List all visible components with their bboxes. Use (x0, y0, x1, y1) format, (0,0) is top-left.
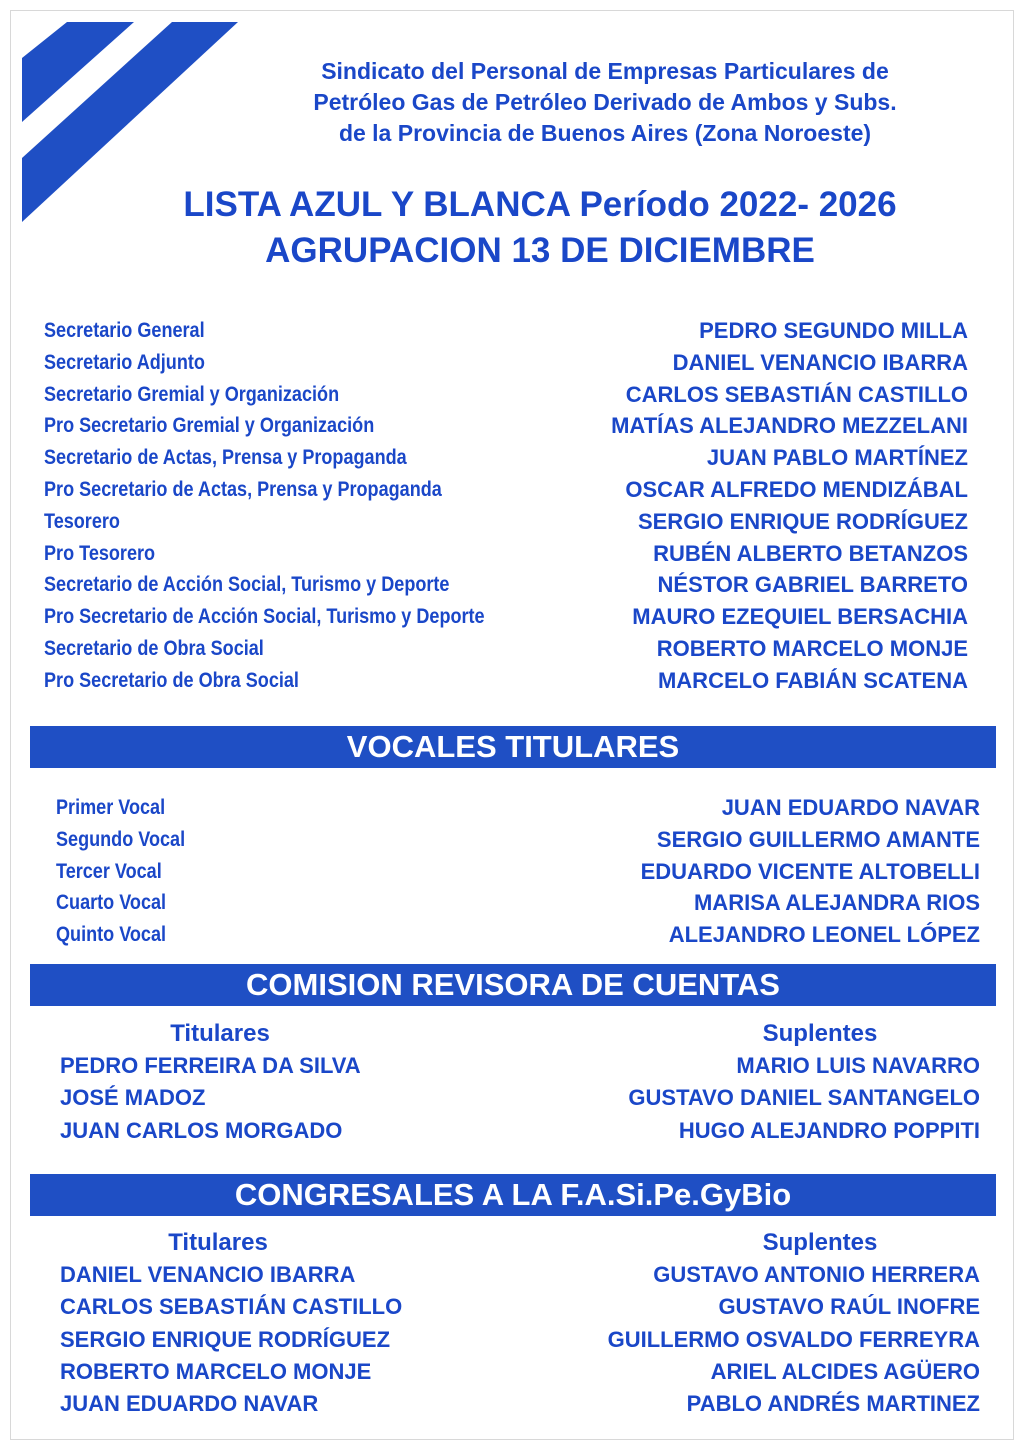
position-row (44, 569, 968, 601)
vocal-row (56, 824, 980, 856)
position-name: CARLOS SEBASTIÁN CASTILLO (625, 381, 968, 407)
congresales-titular-name: SERGIO ENRIQUE RODRÍGUEZ (60, 1326, 391, 1352)
vocal-role: Segundo Vocal (56, 827, 186, 851)
union-name (240, 56, 970, 149)
congresales-heading: CONGRESALES A LA F.A.Si.Pe.GyBio (30, 1174, 996, 1216)
comision-suplentes-label: Suplentes (762, 1020, 878, 1047)
position-name: ROBERTO MARCELO MONJE (656, 635, 968, 661)
vocal-name: JUAN EDUARDO NAVAR (721, 795, 980, 820)
vocal-name: SERGIO GUILLERMO AMANTE (656, 826, 980, 852)
comision-titulares (60, 1018, 480, 1147)
comision-titular-name: JOSÉ MADOZ (60, 1085, 206, 1111)
position-role: Secretario de Actas, Prensa y Propaganda (44, 446, 407, 470)
position-row (44, 442, 968, 474)
position-name: DANIEL VENANCIO IBARRA (672, 349, 968, 375)
position-role: Secretario Adjunto (44, 350, 205, 374)
position-role: Secretario Gremial y Organización (44, 382, 340, 406)
position-name: NÉSTOR GABRIEL BARRETO (657, 572, 968, 598)
vocal-name: ALEJANDRO LEONEL LÓPEZ (668, 922, 980, 948)
union-name-line-2: Petróleo Gas de Petróleo Derivado de Ambos y Subs. (313, 89, 897, 115)
vocales-heading: VOCALES TITULARES (30, 726, 996, 768)
vocal-name: EDUARDO VICENTE ALTOBELLI (640, 858, 980, 884)
congresales-titulares (60, 1227, 480, 1420)
congresales-suplente-name: GUSTAVO ANTONIO HERRERA (653, 1262, 980, 1287)
congresales-titulares-label: Titulares (168, 1229, 268, 1256)
position-row (44, 665, 968, 697)
position-role: Tesorero (44, 509, 120, 533)
position-row (44, 601, 968, 633)
congresales-suplente-name: PABLO ANDRÉS MARTINEZ (686, 1391, 980, 1417)
congresales-suplente-name: GUILLERMO OSVALDO FERREYRA (607, 1326, 980, 1352)
comision-titular-name: PEDRO FERREIRA DA SILVA (60, 1053, 361, 1078)
position-role: Pro Tesorero (44, 541, 156, 565)
position-name: OSCAR ALFREDO MENDIZÁBAL (625, 476, 968, 502)
position-row (44, 315, 968, 347)
union-name-line-3: de la Provincia de Buenos Aires (Zona Noroeste) (338, 120, 872, 146)
congresales-suplentes-label: Suplentes (762, 1229, 878, 1256)
congresales-titular-name: JUAN EDUARDO NAVAR (60, 1391, 319, 1417)
comision-suplente-name: GUSTAVO DANIEL SANTANGELO (628, 1085, 980, 1111)
congresales-suplentes (540, 1227, 980, 1420)
position-name: SERGIO ENRIQUE RODRÍGUEZ (637, 508, 968, 534)
vocal-row (56, 919, 980, 951)
vocal-row (56, 856, 980, 888)
position-row (44, 474, 968, 506)
position-role: Secretario General (44, 319, 205, 342)
comision-suplentes (540, 1018, 980, 1147)
comision-heading: COMISION REVISORA DE CUENTAS (30, 964, 996, 1006)
position-name: MARCELO FABIÁN SCATENA (657, 667, 968, 693)
vocal-role: Tercer Vocal (56, 859, 162, 883)
positions-list (44, 315, 968, 697)
position-role: Secretario de Acción Social, Turismo y Deporte (44, 573, 450, 597)
position-role: Pro Secretario de Acción Social, Turismo y Deporte (44, 605, 485, 629)
list-title (100, 182, 980, 274)
vocales-list (56, 792, 980, 951)
position-name: JUAN PABLO MARTÍNEZ (706, 445, 968, 471)
position-name: MAURO EZEQUIEL BERSACHIA (632, 604, 968, 630)
position-name: RUBÉN ALBERTO BETANZOS (653, 540, 968, 566)
vocal-role: Primer Vocal (56, 796, 166, 819)
congresales-titular-name: DANIEL VENANCIO IBARRA (60, 1262, 356, 1287)
position-row (44, 347, 968, 379)
vocal-row (56, 887, 980, 919)
comision-suplente-name: HUGO ALEJANDRO POPPITI (678, 1117, 980, 1143)
vocal-name: MARISA ALEJANDRA RIOS (693, 890, 980, 916)
position-name: MATÍAS ALEJANDRO MEZZELANI (611, 413, 968, 439)
position-row (44, 506, 968, 538)
position-name: PEDRO SEGUNDO MILLA (699, 318, 968, 343)
position-role: Secretario de Obra Social (44, 636, 264, 660)
position-role: Pro Secretario Gremial y Organización (44, 414, 375, 438)
position-row (44, 410, 968, 442)
vocal-role: Cuarto Vocal (56, 891, 167, 915)
comision-titulares-label: Titulares (170, 1020, 270, 1047)
congresales-suplente-name: GUSTAVO RAÚL INOFRE (718, 1294, 980, 1320)
position-row (44, 538, 968, 570)
position-row (44, 633, 968, 665)
vocal-row (56, 792, 980, 824)
position-row (44, 379, 968, 411)
congresales-titular-name: CARLOS SEBASTIÁN CASTILLO (60, 1294, 403, 1320)
position-role: Pro Secretario de Actas, Prensa y Propaganda (44, 477, 442, 501)
congresales-suplente-name: ARIEL ALCIDES AGÜERO (710, 1358, 980, 1384)
comision-suplente-name: MARIO LUIS NAVARRO (736, 1053, 980, 1078)
list-title-line-2: AGRUPACION 13 DE DICIEMBRE (265, 231, 815, 270)
vocal-role: Quinto Vocal (56, 923, 167, 947)
position-role: Pro Secretario de Obra Social (44, 668, 299, 692)
congresales-titular-name: ROBERTO MARCELO MONJE (60, 1358, 372, 1384)
union-name-line-1: Sindicato del Personal de Empresas Particulares de (321, 58, 889, 84)
comision-titular-name: JUAN CARLOS MORGADO (60, 1117, 343, 1143)
list-title-line-1: LISTA AZUL Y BLANCA Período 2022- 2026 (183, 185, 897, 224)
